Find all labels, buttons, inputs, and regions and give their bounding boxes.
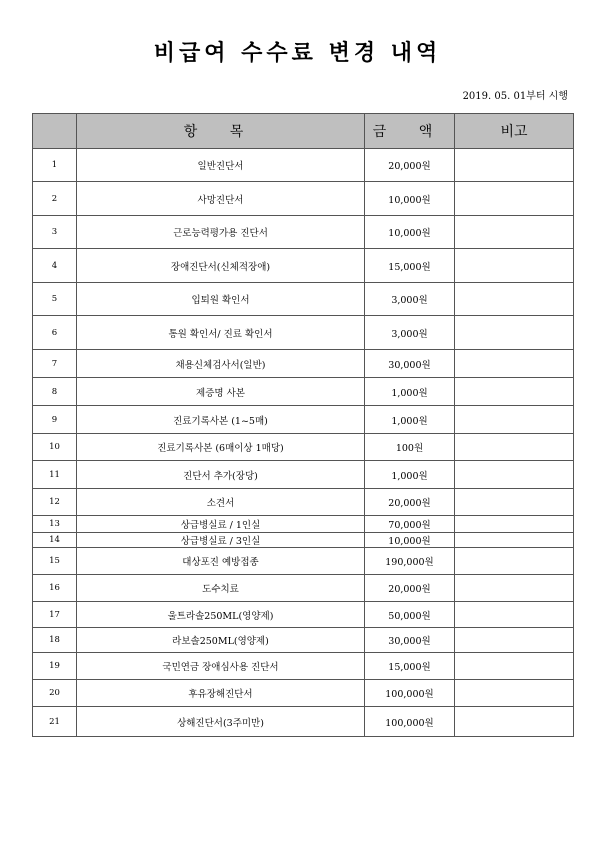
item-name: 상해진단서(3주미만) [77,707,365,737]
header-no [33,114,77,149]
item-remark [455,602,574,628]
table-row [33,628,574,653]
item-remark [455,149,574,182]
fee-table [32,113,574,737]
item-amount: 1,000원 [365,406,455,434]
item-remark [455,316,574,350]
item-name: 진료기록사본 (6매이상 1매당) [77,434,365,461]
table-row [33,707,574,737]
row-number: 18 [33,628,77,653]
item-name: 후유장해진단서 [77,680,365,707]
table-row [33,575,574,602]
row-number: 9 [33,406,77,434]
item-amount: 1,000원 [365,378,455,406]
item-remark [455,707,574,737]
table-row [33,516,574,533]
item-amount: 30,000원 [365,350,455,378]
header-amount: 금 액 [365,114,455,149]
item-amount: 1,000원 [365,461,455,489]
item-amount: 10,000원 [365,216,455,249]
row-number: 7 [33,350,77,378]
table-row [33,283,574,316]
item-amount: 3,000원 [365,283,455,316]
item-name: 라보솔250ML(영양제) [77,628,365,653]
item-remark [455,378,574,406]
item-amount: 30,000원 [365,628,455,653]
table-row [33,434,574,461]
row-number: 15 [33,548,77,575]
item-name: 상급병실료 / 1인실 [77,516,365,533]
row-number: 8 [33,378,77,406]
item-remark [455,653,574,680]
row-number: 1 [33,149,77,182]
row-number: 3 [33,216,77,249]
item-remark [455,283,574,316]
item-amount: 15,000원 [365,653,455,680]
item-name: 사망진단서 [77,182,365,216]
item-remark [455,249,574,283]
table-row [33,316,574,350]
table-row [33,216,574,249]
item-name: 진단서 추가(장당) [77,461,365,489]
item-amount: 20,000원 [365,149,455,182]
item-amount: 3,000원 [365,316,455,350]
item-remark [455,406,574,434]
row-number: 5 [33,283,77,316]
row-number: 6 [33,316,77,350]
item-amount: 190,000원 [365,548,455,575]
table-body [33,149,574,737]
item-name: 장애진단서(신체적장애) [77,249,365,283]
item-remark [455,548,574,575]
row-number: 16 [33,575,77,602]
item-name: 통원 확인서/ 진료 확인서 [77,316,365,350]
row-number: 19 [33,653,77,680]
item-amount: 70,000원 [365,516,455,533]
item-remark [455,489,574,516]
item-remark [455,628,574,653]
row-number: 12 [33,489,77,516]
table-header-row [33,114,574,149]
row-number: 13 [33,516,77,533]
table-row [33,602,574,628]
table-row [33,680,574,707]
item-name: 일반진단서 [77,149,365,182]
table-row [33,149,574,182]
item-amount: 20,000원 [365,575,455,602]
item-name: 도수치료 [77,575,365,602]
table-row [33,461,574,489]
item-remark [455,516,574,533]
row-number: 2 [33,182,77,216]
item-name: 근로능력평가용 진단서 [77,216,365,249]
item-remark [455,575,574,602]
item-amount: 50,000원 [365,602,455,628]
item-name: 국민연금 장애심사용 진단서 [77,653,365,680]
item-amount: 15,000원 [365,249,455,283]
item-name: 울트라솔250ML(영양제) [77,602,365,628]
table-row [33,548,574,575]
item-name: 제증명 사본 [77,378,365,406]
table-row [33,653,574,680]
item-name: 대상포진 예방접종 [77,548,365,575]
item-amount: 20,000원 [365,489,455,516]
item-name: 소견서 [77,489,365,516]
page-title: 비급여 수수료 변경 내역 [153,40,442,66]
header-item: 항 목 [77,114,365,149]
item-name: 상급병실료 / 3인실 [77,533,365,548]
item-remark [455,216,574,249]
item-name: 채용신체검사서(일반) [77,350,365,378]
item-name: 입퇴원 확인서 [77,283,365,316]
table-row [33,533,574,548]
item-remark [455,533,574,548]
item-remark [455,461,574,489]
row-number: 10 [33,434,77,461]
row-number: 20 [33,680,77,707]
item-amount: 100원 [365,434,455,461]
row-number: 11 [33,461,77,489]
row-number: 21 [33,707,77,737]
table-row [33,350,574,378]
row-number: 4 [33,249,77,283]
item-amount: 100,000원 [365,680,455,707]
table-row [33,406,574,434]
table-row [33,489,574,516]
item-remark [455,350,574,378]
item-amount: 100,000원 [365,707,455,737]
item-amount: 10,000원 [365,533,455,548]
item-name: 진료기록사본 (1~5매) [77,406,365,434]
header-remark: 비고 [455,114,574,149]
row-number: 17 [33,602,77,628]
table-row [33,182,574,216]
row-number: 14 [33,533,77,548]
item-remark [455,680,574,707]
item-amount: 10,000원 [365,182,455,216]
effective-date: 2019. 05. 01부터 시행 [462,91,568,102]
item-remark [455,434,574,461]
table-row [33,378,574,406]
table-row [33,249,574,283]
item-remark [455,182,574,216]
